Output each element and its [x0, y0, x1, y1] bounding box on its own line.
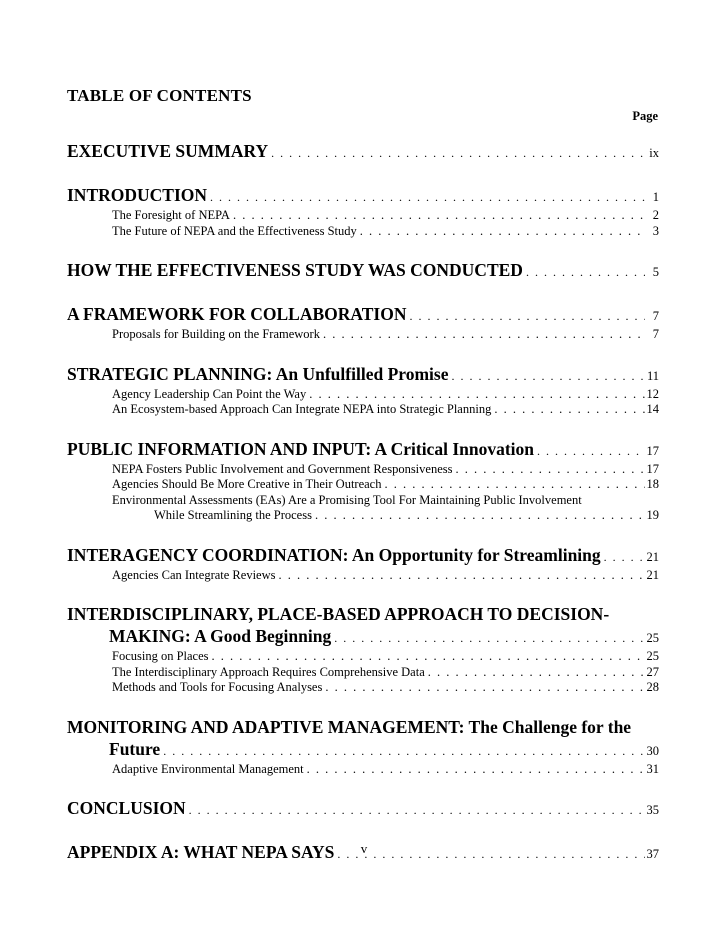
- toc-subentry-title: The Foresight of NEPA: [112, 208, 230, 222]
- toc-entry-page: 21: [646, 549, 659, 564]
- toc-subentry[interactable]: [67, 387, 659, 403]
- toc-subentry-page: 3: [652, 223, 659, 238]
- toc-entry-page: 5: [652, 265, 659, 279]
- dot-leader: [304, 762, 645, 778]
- toc-entry-title: PUBLIC INFORMATION AND INPUT: A Critical Innovation: [67, 438, 535, 459]
- dot-leader: [312, 508, 645, 524]
- toc-subentry-title-line2: While Streamlining the Process: [154, 508, 312, 522]
- toc-subentry[interactable]: [67, 762, 659, 778]
- toc-entry[interactable]: [67, 140, 659, 164]
- toc-entry-page: 37: [646, 847, 659, 861]
- toc-subentry[interactable]: [67, 508, 659, 524]
- dot-leader: [207, 186, 645, 208]
- toc-entry-title: INTRODUCTION: [67, 185, 208, 205]
- table-of-contents: [67, 140, 659, 885]
- toc-entry-title: A FRAMEWORK FOR COLLABORATION: [67, 304, 407, 324]
- toc-subentry-title: Agencies Can Integrate Reviews: [112, 567, 276, 582]
- dot-leader: [453, 462, 646, 478]
- toc-subentry-title-line1[interactable]: Environmental Assessments (EAs) Are a Promising Tool For Maintaining Public Involvement: [112, 492, 582, 507]
- toc-subentry[interactable]: [67, 568, 659, 584]
- dot-leader: [601, 546, 645, 568]
- dot-leader: [406, 305, 645, 327]
- dot-leader: [523, 261, 645, 283]
- toc-section-interdisciplinary: [67, 603, 659, 696]
- dot-leader: [320, 327, 645, 343]
- toc-entry-page: 25: [646, 631, 659, 645]
- toc-subentry-page: 17: [646, 461, 659, 476]
- toc-entry-page: 1: [652, 190, 659, 204]
- toc-subentry-title: The Interdisciplinary Approach Requires Comprehensive Data: [112, 664, 425, 679]
- toc-subentry[interactable]: [67, 402, 659, 418]
- toc-subentry[interactable]: [67, 665, 659, 681]
- dot-leader: [491, 402, 645, 418]
- toc-subentry[interactable]: [67, 327, 659, 343]
- dot-leader: [534, 440, 645, 462]
- toc-subentry[interactable]: [67, 477, 659, 493]
- dot-leader: [268, 142, 645, 164]
- toc-entry[interactable]: [67, 797, 659, 821]
- toc-section-conclusion: [67, 797, 659, 821]
- toc-entry[interactable]: [67, 544, 659, 568]
- toc-entry-page: ix: [649, 146, 659, 160]
- dot-leader: [425, 665, 645, 681]
- toc-subentry-page: 7: [652, 327, 659, 341]
- toc-subentry-title: Adaptive Environmental Management: [112, 761, 304, 776]
- toc-entry-title: INTERAGENCY COORDINATION: An Opportunity for Streamlining: [67, 544, 601, 565]
- page-column-label: Page: [632, 109, 658, 123]
- toc-section-monitoring: [67, 716, 659, 778]
- toc-subentry-page: 14: [646, 402, 659, 416]
- dot-leader: [357, 224, 645, 240]
- toc-subentry[interactable]: [67, 462, 659, 478]
- dot-leader: [209, 649, 645, 665]
- toc-subentry-page: 25: [646, 649, 659, 663]
- toc-subentry-title: Agencies Should Be More Creative in Their Outreach: [112, 477, 382, 491]
- toc-subentry-page: 28: [646, 680, 659, 694]
- toc-subentry-title: Proposals for Building on the Framework: [112, 327, 320, 341]
- toc-section-introduction: [67, 184, 659, 239]
- toc-entry[interactable]: [67, 625, 659, 649]
- toc-subentry-title: Agency Leadership Can Point the Way: [112, 386, 307, 401]
- toc-entry-page: 30: [646, 743, 659, 758]
- dot-leader: [186, 799, 645, 821]
- toc-subentry[interactable]: [67, 680, 659, 696]
- toc-entry-page: 17: [646, 443, 659, 458]
- footer-page-number: v: [360, 841, 368, 856]
- toc-section-interagency: [67, 544, 659, 584]
- toc-entry-page: 7: [652, 309, 659, 323]
- toc-entry-page: 11: [646, 368, 659, 383]
- toc-entry-title: APPENDIX A: WHAT NEPA SAYS: [67, 842, 335, 862]
- toc-subentry-page: 18: [646, 477, 659, 491]
- toc-subentry[interactable]: [67, 649, 659, 665]
- dot-leader: [448, 365, 645, 387]
- toc-subentry-title: The Future of NEPA and the Effectiveness Study: [112, 223, 357, 238]
- toc-entry-title: STRATEGIC PLANNING: An Unfulfilled Promise: [67, 363, 449, 384]
- dot-leader: [230, 208, 645, 224]
- toc-subentry[interactable]: [67, 224, 659, 240]
- toc-entry[interactable]: [67, 438, 659, 462]
- dot-leader: [160, 740, 645, 762]
- toc-entry[interactable]: [67, 303, 659, 327]
- toc-section-strategic-planning: [67, 363, 659, 418]
- toc-entry[interactable]: [67, 738, 659, 762]
- toc-section-framework: [67, 303, 659, 343]
- dot-leader: [322, 680, 645, 696]
- toc-entry-page: 35: [646, 803, 659, 817]
- toc-entry-title: EXECUTIVE SUMMARY: [67, 141, 269, 161]
- toc-entry-title-line1[interactable]: INTERDISCIPLINARY, PLACE-BASED APPROACH TO DECISION-: [67, 604, 610, 624]
- toc-section-executive-summary: [67, 140, 659, 164]
- toc-entry-title: HOW THE EFFECTIVENESS STUDY WAS CONDUCTED: [67, 260, 523, 280]
- toc-subentry-title: An Ecosystem-based Approach Can Integrate NEPA into Strategic Planning: [112, 402, 492, 416]
- toc-subentry-page: 2: [652, 208, 659, 222]
- toc-subentry-title: Methods and Tools for Focusing Analyses: [112, 680, 323, 694]
- toc-entry-title: CONCLUSION: [67, 798, 186, 818]
- toc-entry[interactable]: [67, 363, 659, 387]
- toc-subentry[interactable]: [67, 208, 659, 224]
- toc-subentry-page: 19: [646, 508, 659, 522]
- toc-entry-title-line2: MAKING: A Good Beginning: [109, 626, 332, 646]
- toc-entry[interactable]: [67, 184, 659, 208]
- toc-subentry-page: 12: [646, 386, 659, 401]
- dot-leader: [381, 477, 645, 493]
- toc-entry-title-line1[interactable]: MONITORING AND ADAPTIVE MANAGEMENT: The Challenge for the: [67, 716, 632, 737]
- toc-subentry-page: 21: [646, 567, 659, 582]
- toc-subentry-title: NEPA Fosters Public Involvement and Government Responsiveness: [112, 461, 453, 476]
- toc-entry[interactable]: [67, 259, 659, 283]
- toc-subentry-page: 31: [646, 761, 659, 776]
- page-title: TABLE OF CONTENTS: [67, 86, 252, 105]
- dot-leader: [306, 387, 645, 403]
- dot-leader: [331, 627, 645, 649]
- toc-subentry-page: 27: [646, 664, 659, 679]
- dot-leader: [275, 568, 645, 584]
- toc-subentry-title: Focusing on Places: [112, 649, 209, 663]
- toc-section-how-conducted: [67, 259, 659, 283]
- toc-section-public-information: [67, 438, 659, 524]
- toc-entry-title-line2: Future: [109, 738, 161, 759]
